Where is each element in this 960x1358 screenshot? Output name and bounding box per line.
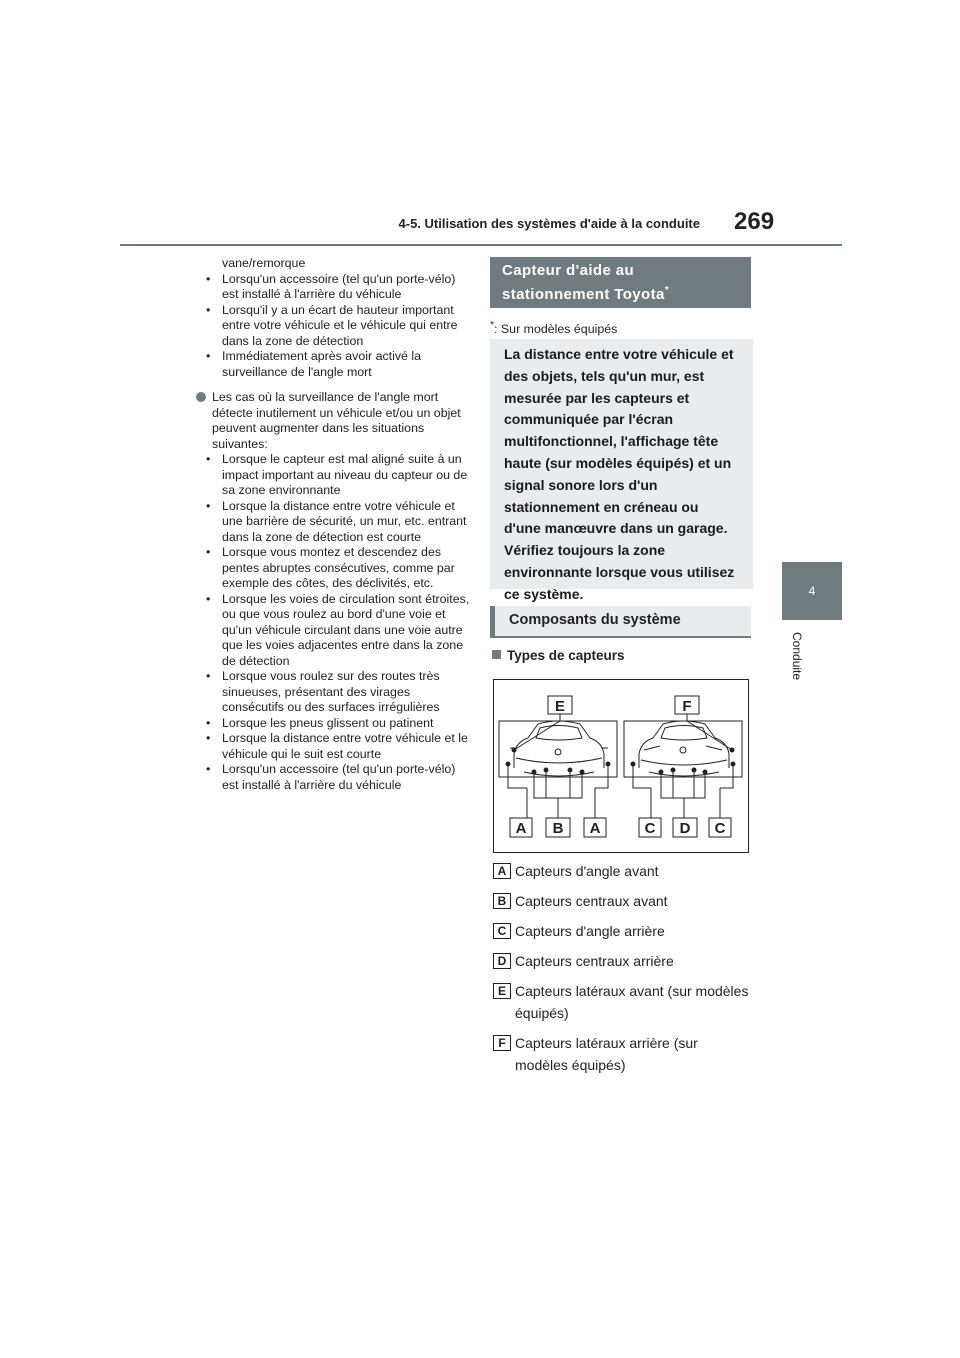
footnote-marker: * [664,285,670,296]
intro-list [196,272,470,381]
legend-item [493,920,753,942]
list-item: • Lorsque les pneus glissent ou patinent [212,716,470,732]
diagram-label-d: D [679,820,691,837]
section-title-parking-sensor [490,257,751,308]
list-item: • Lorsque le capteur est mal aligné suite à un impact important au niveau du capteur ou de sa zone environnante [212,452,470,499]
note-text: Les cas où la surveillance de l'angle mort détecte inutilement un véhicule et/ou un objet peuvent augmenter dans les situations suivantes: [212,390,461,451]
bullet-circle-icon [196,392,206,402]
legend-text: Capteurs d'angle avant [515,863,659,879]
diagram-label-c-right: C [714,820,726,837]
legend-item [493,1032,753,1076]
legend-letter: B [493,893,511,909]
list-item: • Immédiatement après avoir activé la surveillance de l'angle mort [196,349,470,380]
sensor-diagram-illustration [494,680,748,852]
situation-list [212,452,470,793]
legend-text: Capteurs centraux avant [515,893,668,909]
list-item: • Lorsque la distance entre votre véhicule et le véhicule qui le suit est courte [212,731,470,762]
list-item: • Lorsque vous roulez sur des routes très sinueuses, présentant des virages consécutifs ou des surfaces irrégulières [212,669,470,716]
legend-letter: D [493,953,511,969]
sub-heading-text: Types de capteurs [507,648,625,663]
section-header: 4-5. Utilisation des systèmes d'aide à la conduite [398,216,700,231]
legend-text: Capteurs latéraux arrière (sur modèles équipés) [515,1035,698,1073]
unnecessary-detection-note [196,390,470,793]
list-item: • Lorsqu'il y a un écart de hauteur important entre votre véhicule et le véhicule qui entre dans la zone de détection [196,303,470,350]
rear-view-frame [624,721,742,777]
legend-item [493,860,753,882]
front-car-icon [510,721,608,776]
section-title-text: Capteur d'aide au stationnement Toyota [502,262,665,303]
sensor-diagram [493,679,749,853]
chapter-label: Conduite [790,632,804,681]
diagram-label-a-left: A [515,820,527,837]
list-item: • Lorsque les voies de circulation sont étroites, ou que vous roulez au bord d'une voie et qu'un véhicule circulant dans une voie autre que les voies adjacentes entre dans la zone de détection [212,592,470,670]
summary-box: La distance entre votre véhicule et des objets, tels qu'un mur, est mesurée par les capteurs et communiquée par l'écran multifonctionnel, l'affichage tête haute (sur modèles équipés) et un signal sonore lors d'un stationnement en créneau ou d'une manœuvre dans un garage. Vérifiez toujours la zone environnante lorsque vous utilisez ce système. [490,339,753,589]
diagram-label-e: E [554,698,566,715]
legend-letter: E [493,983,511,999]
list-item: • Lorsqu'un accessoire (tel qu'un porte-vélo) est installé à l'arrière du véhicule [212,762,470,793]
page-number: 269 [734,208,775,235]
legend-item [493,980,753,1024]
footnote [490,320,617,336]
legend-letter: C [493,923,511,939]
legend-text: Capteurs latéraux avant (sur modèles équipés) [515,983,749,1021]
diagram-label-c-left: C [644,820,656,837]
diagram-label-a-right: A [589,820,601,837]
legend-item [493,890,753,912]
footnote-text: : Sur modèles équipés [494,322,618,337]
sensor-types-heading [492,648,625,663]
square-bullet-icon [492,650,501,659]
continued-text: vane/remorque [222,256,306,270]
legend-letter: F [493,1035,511,1051]
left-column [196,256,470,793]
rear-car-icon [639,721,729,776]
sensor-legend [493,860,753,1084]
legend-text: Capteurs d'angle arrière [515,923,665,939]
chapter-tab: 4 [782,562,842,620]
footnote-marker: * [490,320,495,331]
sensor-dots [506,748,736,775]
header-rule [120,244,842,246]
legend-item [493,950,753,972]
list-item: • Lorsqu'un accessoire (tel qu'un porte-vélo) est installé à l'arrière du véhicule [196,272,470,303]
legend-text: Capteurs centraux arrière [515,953,674,969]
section-title-components: Composants du système [490,606,751,638]
diagram-label-f: F [682,698,692,715]
legend-letter: A [493,863,511,879]
list-item: • Lorsque la distance entre votre véhicule et une barrière de sécurité, un mur, etc. entrant dans la zone de détection est courte [212,499,470,546]
list-item: • Lorsque vous montez et descendez des pentes abruptes consécutives, comme par exemple des côtes, des déclivités, etc. [212,545,470,592]
diagram-label-b: B [552,820,564,837]
